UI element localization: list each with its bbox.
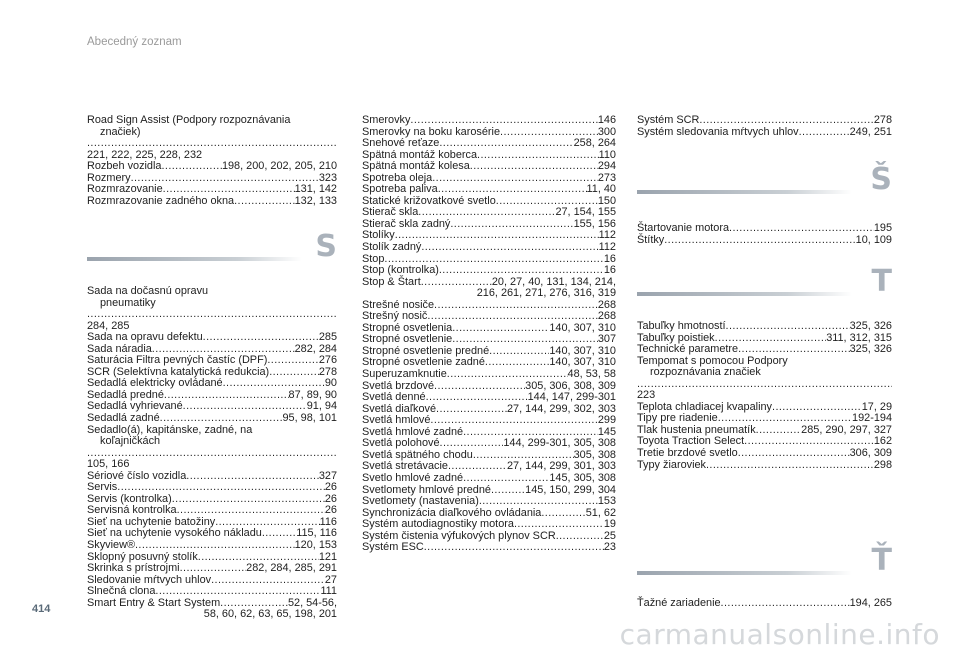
index-entry-pages: 307 bbox=[597, 333, 616, 346]
index-entry-term: Toyota Traction Select bbox=[637, 435, 745, 448]
index-entry-term: Sedadlá zadné bbox=[87, 412, 160, 425]
index-entry-pages: 25 bbox=[603, 529, 616, 542]
index-entry bbox=[87, 413, 337, 425]
dot-leader bbox=[726, 321, 850, 333]
index-entry-term: Svetlo hmlové zadné bbox=[362, 471, 464, 484]
section-head-s-caron bbox=[637, 162, 892, 212]
index-entry-pages: 153 bbox=[597, 495, 616, 508]
index-entry-term-continued: koľajničkách bbox=[100, 435, 161, 448]
index-entry-term: Rozbeh vozidla bbox=[87, 160, 162, 173]
dot-leader bbox=[161, 161, 221, 173]
section-head-s bbox=[87, 229, 337, 279]
dot-leader bbox=[434, 300, 598, 312]
index-entry-pages: 26 bbox=[324, 492, 337, 505]
index-entry bbox=[637, 460, 892, 472]
dot-leader bbox=[541, 508, 585, 520]
index-entry bbox=[362, 265, 616, 277]
index-entry-pages: 90 bbox=[324, 377, 337, 390]
dot-leader bbox=[211, 575, 325, 587]
dot-leader bbox=[439, 265, 604, 277]
index-entry-pages: 112 bbox=[598, 229, 616, 242]
dot-leader bbox=[637, 379, 892, 391]
index-block-t bbox=[637, 321, 892, 471]
dot-leader bbox=[479, 496, 598, 508]
index-entry-pages: 327 bbox=[318, 469, 337, 482]
dot-leader bbox=[267, 355, 318, 367]
index-entry-term: Smerovky na boku karosérie bbox=[362, 125, 501, 138]
dot-leader bbox=[234, 196, 294, 208]
index-entry-pages: 140, 307, 310 bbox=[549, 356, 616, 369]
index-entry-pages: 52, 54-56, bbox=[287, 596, 337, 609]
index-entry-term: Systém autodiagnostiky motora bbox=[362, 518, 514, 531]
index-entry-term: Sada na dočasnú opravu bbox=[87, 285, 209, 297]
index-entry-pages: 27 bbox=[324, 573, 337, 586]
index-entry-term: Svetlá hmlové bbox=[362, 414, 431, 427]
index-entry-pages: 268 bbox=[597, 298, 616, 311]
index-entry-pages: 20, 27, 40, 131, 134, 214, bbox=[491, 275, 616, 288]
index-entry-pages: 145 bbox=[597, 425, 616, 438]
index-entry bbox=[87, 425, 337, 471]
index-entry-pages: 278 bbox=[318, 365, 337, 378]
index-entry-term: Svetlomety hmlové predné bbox=[362, 483, 491, 496]
index-entry-term: Spotreba oleja bbox=[362, 171, 433, 184]
dot-leader bbox=[485, 357, 549, 369]
dot-leader bbox=[421, 242, 598, 254]
index-entry-term: Sedadlá vyhrievané bbox=[87, 400, 183, 413]
index-entry-term: Spotreba paliva bbox=[362, 183, 438, 196]
index-entry-term: Superuzamknutie bbox=[362, 368, 447, 381]
index-entry-term: Svetlá polohové bbox=[362, 437, 440, 450]
index-entry-pages: 146 bbox=[597, 114, 616, 126]
index-entry bbox=[87, 563, 337, 575]
index-entry-term: Svetlá spätného chodu bbox=[362, 448, 473, 461]
index-entry-term: Tretie brzdové svetlo bbox=[637, 447, 738, 460]
dot-leader bbox=[489, 346, 549, 358]
dot-leader bbox=[452, 323, 549, 335]
index-entry-term: Tabuľky poistiek bbox=[637, 331, 715, 344]
dot-leader bbox=[470, 161, 598, 173]
index-entry-pages: 116 bbox=[319, 515, 337, 528]
dot-leader bbox=[172, 494, 325, 506]
index-entry-term: Rozmrazovanie bbox=[87, 183, 163, 196]
index-entry-term: Sieť na uchytenie batožiny bbox=[87, 515, 216, 528]
index-entry-pages: 145, 150, 299, 304 bbox=[525, 483, 616, 496]
index-entry-term: Smart Entry & Start System bbox=[87, 596, 221, 609]
index-entry-pages: 48, 53, 58 bbox=[567, 368, 616, 381]
dot-leader bbox=[186, 471, 319, 483]
index-entry-term: Systém sledovania mŕtvych uhlov bbox=[637, 125, 799, 138]
index-entry-pages: 110 bbox=[598, 148, 616, 161]
index-entry-term: Spätná montáž kolesa bbox=[362, 160, 470, 173]
index-entry-term: Spätná montáž koberca bbox=[362, 148, 478, 161]
index-entry bbox=[637, 448, 892, 460]
index-entry-pages: 91, 94 bbox=[306, 400, 337, 413]
index-entry-term: Smerovky bbox=[362, 114, 411, 126]
index-column-1 bbox=[87, 114, 337, 621]
index-entry bbox=[362, 369, 616, 381]
index-entry-term: Tabuľky hmotností bbox=[637, 320, 726, 332]
index-entry bbox=[637, 344, 892, 356]
index-entry bbox=[87, 471, 337, 483]
index-entry-pages: 11, 40 bbox=[586, 183, 616, 196]
section-divider bbox=[637, 190, 852, 194]
index-entry-pages: 10, 109 bbox=[855, 233, 892, 246]
index-entry-term-continued: značiek) bbox=[100, 125, 141, 138]
section-head-t-caron bbox=[637, 543, 892, 593]
index-entry-pages: 121 bbox=[318, 550, 337, 563]
index-entry-term: Systém SCR bbox=[637, 114, 700, 126]
dot-leader bbox=[699, 115, 873, 127]
index-entry-term: Svetlá hmlové zadné bbox=[362, 425, 464, 438]
index-entry-pages: 162 bbox=[873, 435, 892, 448]
dot-leader bbox=[463, 473, 549, 485]
index-entry-pages: 268 bbox=[597, 310, 616, 323]
index-entry-pages: 198, 200, 202, 205, 210 bbox=[221, 160, 337, 173]
dot-leader bbox=[514, 519, 604, 531]
index-entry-term: Synchronizácia diaľkového ovládania bbox=[362, 506, 542, 519]
dot-leader bbox=[799, 127, 850, 139]
dot-leader bbox=[439, 138, 573, 150]
dot-leader bbox=[772, 402, 862, 414]
index-entry-pages-line2: 58, 60, 62, 63, 65, 198, 201 bbox=[203, 608, 337, 621]
index-entry bbox=[362, 242, 616, 254]
index-entry-term: Rozmrazovanie zadného okna bbox=[87, 194, 235, 207]
index-entry-term: Stropné osvetlenia bbox=[362, 321, 453, 334]
index-entry-pages: 131, 142 bbox=[294, 183, 337, 196]
index-entry-pages: 285, 290, 297, 327 bbox=[801, 423, 892, 436]
index-entry-pages: 276 bbox=[318, 354, 337, 367]
index-entry-term: Sedadlá predné bbox=[87, 388, 164, 401]
index-entry-term: Svetlá stretávacie bbox=[362, 460, 448, 473]
index-entry-pages: 23 bbox=[603, 541, 616, 554]
dot-leader bbox=[738, 448, 850, 460]
dot-leader bbox=[203, 332, 319, 344]
section-divider bbox=[637, 571, 852, 575]
index-entry-term: Stolík zadný bbox=[362, 241, 422, 254]
section-letter-s: S bbox=[315, 229, 337, 264]
index-entry-pages: 300 bbox=[597, 125, 616, 138]
dot-leader bbox=[160, 413, 283, 425]
index-entry bbox=[87, 540, 337, 552]
index-block-r bbox=[87, 115, 337, 207]
index-entry-term: Svetlomety (nastavenia) bbox=[362, 495, 479, 508]
index-entry-pages: 249, 251 bbox=[849, 125, 892, 138]
index-entry-pages: 150 bbox=[597, 194, 616, 207]
index-entry-pages: 27, 154, 155 bbox=[555, 206, 616, 219]
index-entry-pages: 132, 133 bbox=[294, 194, 337, 207]
index-entry-pages: 27, 144, 299, 301, 303 bbox=[506, 460, 616, 473]
index-column-2 bbox=[362, 115, 616, 605]
index-entry-pages-continued bbox=[87, 609, 337, 621]
dot-leader bbox=[180, 563, 247, 575]
dot-leader bbox=[436, 404, 507, 416]
index-block-s bbox=[87, 286, 337, 621]
index-entry-pages: 27, 144, 299, 302, 303 bbox=[506, 402, 616, 415]
index-entry-term: Tlak hustenia pneumatík bbox=[637, 423, 756, 436]
index-entry-pages: 120, 153 bbox=[294, 539, 337, 552]
section-letter-s-caron: Š bbox=[870, 162, 892, 197]
index-entry-term: Stropné osvetlenie zadné bbox=[362, 356, 485, 369]
index-entry-pages: 294 bbox=[597, 160, 616, 173]
index-entry-pages: 192-194 bbox=[852, 412, 892, 425]
section-divider bbox=[637, 292, 852, 296]
index-entry-term: Stop (kontrolka) bbox=[362, 264, 439, 277]
index-entry bbox=[637, 223, 892, 235]
dot-leader bbox=[491, 485, 525, 497]
dot-leader bbox=[477, 150, 599, 162]
index-entry-term: Stop & Štart bbox=[362, 275, 421, 288]
dot-leader bbox=[738, 344, 850, 356]
dot-leader bbox=[410, 115, 597, 127]
index-entry bbox=[362, 473, 616, 485]
index-entry-pages: 87, 89, 90 bbox=[288, 388, 337, 401]
index-entry bbox=[87, 196, 337, 208]
index-entry-pages: 111 bbox=[320, 585, 337, 598]
index-entry-pages: 299 bbox=[597, 414, 616, 427]
index-entry-pages: 112 bbox=[598, 241, 616, 254]
index-entry-pages: 16 bbox=[603, 264, 616, 277]
index-entry-pages: 323 bbox=[318, 171, 337, 184]
index-entry-term: Strešné nosiče bbox=[362, 298, 435, 311]
dot-leader bbox=[706, 460, 874, 472]
index-entry bbox=[637, 115, 892, 127]
index-entry-pages: 51, 62 bbox=[585, 506, 616, 519]
index-entry bbox=[87, 286, 337, 332]
index-entry-term: Svetlá denné bbox=[362, 391, 426, 404]
index-entry-pages: 258, 264 bbox=[573, 137, 616, 150]
index-entry-pages: 155, 156 bbox=[573, 217, 616, 230]
dot-leader bbox=[426, 392, 528, 404]
section-head-t bbox=[637, 264, 892, 314]
dot-leader bbox=[424, 542, 604, 554]
dot-leader bbox=[721, 598, 850, 610]
index-entry-term: Rozmery bbox=[87, 171, 131, 184]
index-entry-pages: 282, 284 bbox=[294, 342, 337, 355]
index-entry-term: Snehové reťaze bbox=[362, 137, 440, 150]
index-entry-pages: 144, 147, 299-301 bbox=[527, 391, 616, 404]
section-divider bbox=[87, 257, 302, 261]
dot-leader bbox=[432, 173, 598, 185]
index-entry-pages: 221, 222, 225, 228, 232 bbox=[87, 148, 203, 161]
dot-leader bbox=[269, 367, 319, 379]
section-letter-t-caron: Ť bbox=[871, 543, 892, 578]
index-entry-term: Saturácia Filtra pevných častíc (DPF) bbox=[87, 354, 268, 367]
dot-leader bbox=[756, 425, 802, 437]
dot-leader bbox=[87, 309, 337, 321]
index-entry-pages: 26 bbox=[324, 481, 337, 494]
index-entry-pages: 306, 309 bbox=[849, 447, 892, 460]
dot-leader bbox=[664, 235, 855, 247]
index-entry bbox=[637, 127, 892, 139]
index-entry-term: Stop bbox=[362, 252, 385, 265]
page-header-title: Abecedný zoznam bbox=[87, 36, 182, 48]
index-entry-pages: 145, 305, 308 bbox=[549, 471, 616, 484]
index-entry-term: Sedadlo(á), kapitánske, zadné, na bbox=[87, 423, 253, 436]
index-entry-term: Servisná kontrolka bbox=[87, 504, 177, 517]
index-block-s-end bbox=[637, 115, 892, 138]
index-entry bbox=[637, 321, 892, 333]
index-entry-term: Stropné osvetlenie bbox=[362, 333, 453, 346]
index-entry-term: Stropné osvetlenie predné bbox=[362, 344, 490, 357]
index-entry-term: Sledovanie mŕtvych uhlov bbox=[87, 573, 212, 586]
index-entry-term: SCR (Selektívna katalytická redukcia) bbox=[87, 365, 270, 378]
index-entry-pages: 278 bbox=[873, 114, 892, 126]
index-entry-term: Stierač skla zadný bbox=[362, 217, 451, 230]
index-entry-term: Sedadlá elektricky ovládané bbox=[87, 377, 223, 390]
index-entry-pages: 223 bbox=[637, 389, 656, 402]
index-entry-pages: 95, 98, 101 bbox=[282, 412, 337, 425]
index-entry-term: Svetlá diaľkové bbox=[362, 402, 437, 415]
index-entry-term: Stolíky bbox=[362, 229, 395, 242]
dot-leader bbox=[556, 531, 604, 543]
index-entry-pages: 273 bbox=[597, 171, 616, 184]
index-block-s-caron bbox=[637, 223, 892, 246]
index-entry-term: Servis (kontrolka) bbox=[87, 492, 172, 505]
dot-leader bbox=[729, 223, 874, 235]
index-column-3 bbox=[637, 115, 892, 615]
watermark: carmanualsonline.info bbox=[619, 618, 940, 651]
dot-leader bbox=[87, 138, 337, 150]
index-entry bbox=[362, 392, 616, 404]
index-entry-term: Ťažné zariadenie bbox=[637, 597, 721, 609]
index-entry-term: Slnečná clona bbox=[87, 585, 156, 598]
index-entry-term: Technické parametre bbox=[637, 343, 739, 356]
index-entry-term-continued: rozpoznávania značiek bbox=[650, 366, 761, 379]
index-entry-term: Tipy pre riadenie bbox=[637, 412, 718, 425]
index-entry-pages: 140, 307, 310 bbox=[549, 321, 616, 334]
section-letter-t: T bbox=[871, 264, 892, 299]
dot-leader bbox=[395, 230, 599, 242]
dot-leader bbox=[135, 540, 295, 552]
dot-leader bbox=[434, 381, 525, 393]
index-entry bbox=[87, 161, 337, 173]
index-entry-term: Teplota chladiacej kvapaliny bbox=[637, 400, 773, 413]
index-entry-pages: 311, 312, 315 bbox=[826, 331, 892, 344]
index-entry-term: Sada na opravu defektu bbox=[87, 331, 203, 344]
index-entry-pages: 194, 265 bbox=[849, 597, 892, 609]
index-entry-term: Sada náradia bbox=[87, 342, 152, 355]
index-entry-pages-line2: 216, 261, 271, 276, 316, 319 bbox=[476, 287, 616, 300]
index-entry-term: Sklopný posuvný stolík bbox=[87, 550, 198, 563]
index-entry-pages: 115, 116 bbox=[296, 527, 337, 540]
index-entry-pages: 298 bbox=[873, 458, 892, 471]
index-entry-pages: 284, 285 bbox=[87, 319, 130, 332]
index-entry bbox=[637, 356, 892, 402]
index-entry-term: Statické križovatkové svetlo bbox=[362, 194, 496, 207]
index-entry-pages: 305, 308 bbox=[573, 448, 616, 461]
index-entry-term: Sieť na uchytenie vysokého nákladu bbox=[87, 527, 262, 540]
page-number: 414 bbox=[32, 603, 51, 615]
dot-leader bbox=[262, 528, 296, 540]
index-entry-term: Skyview® bbox=[87, 539, 135, 552]
index-block-t-caron bbox=[637, 598, 892, 610]
index-entry-pages: 325, 326 bbox=[849, 320, 892, 332]
index-entry-pages: 17, 29 bbox=[861, 400, 892, 413]
dot-leader bbox=[450, 219, 573, 231]
index-entry bbox=[362, 519, 616, 531]
index-entry-term: Strešný nosič bbox=[362, 310, 428, 323]
index-entry-term: Sériové číslo vozidla bbox=[87, 469, 187, 482]
index-entry-pages: 16 bbox=[603, 252, 616, 265]
index-entry bbox=[362, 138, 616, 150]
index-entry bbox=[637, 598, 892, 610]
index-entry-term: Systém čistenia výfukových plynov SCR bbox=[362, 529, 556, 542]
index-entry bbox=[87, 332, 337, 344]
index-entry-pages: 285 bbox=[318, 331, 337, 344]
index-entry bbox=[362, 496, 616, 508]
index-entry-pages: 144, 299-301, 305, 308 bbox=[503, 437, 616, 450]
index-entry-term: Štítky bbox=[637, 233, 665, 246]
index-entry-pages: 325, 326 bbox=[849, 343, 892, 356]
index-entry bbox=[87, 115, 337, 161]
index-entry-term-continued: pneumatiky bbox=[100, 296, 156, 309]
index-entry bbox=[362, 161, 616, 173]
index-block-s-cont bbox=[362, 115, 616, 554]
index-entry-term: Servis bbox=[87, 481, 118, 494]
dot-leader bbox=[447, 369, 568, 381]
index-entry-pages: 26 bbox=[324, 504, 337, 517]
index-entry-pages: 19 bbox=[603, 518, 616, 531]
index-entry-pages: 282, 284, 285, 291 bbox=[246, 562, 337, 575]
index-entry-term: Skrinka s prístrojmi bbox=[87, 562, 180, 575]
index-entry-pages: 140, 307, 310 bbox=[549, 344, 616, 357]
index-entry-term: Road Sign Assist (Podpory rozpoznávania bbox=[87, 114, 291, 126]
index-entry bbox=[637, 235, 892, 247]
index-entry-term: Stierač skla bbox=[362, 206, 419, 219]
index-entry-pages: 105, 166 bbox=[87, 458, 130, 471]
index-entry-term: Systém ESC bbox=[362, 541, 424, 554]
index-entry-pages: 305, 306, 308, 309 bbox=[525, 379, 616, 392]
index-entry bbox=[362, 219, 616, 231]
index-entry bbox=[362, 542, 616, 554]
index-entry-pages: 195 bbox=[873, 222, 892, 234]
index-entry-term: Svetlá brzdové bbox=[362, 379, 435, 392]
index-entry bbox=[362, 115, 616, 127]
index-entry-term: Typy žiaroviek bbox=[637, 458, 706, 471]
index-entry-term: Štartovanie motora bbox=[637, 222, 730, 234]
index-entry-term: Tempomat s pomocou Podpory bbox=[637, 354, 788, 367]
